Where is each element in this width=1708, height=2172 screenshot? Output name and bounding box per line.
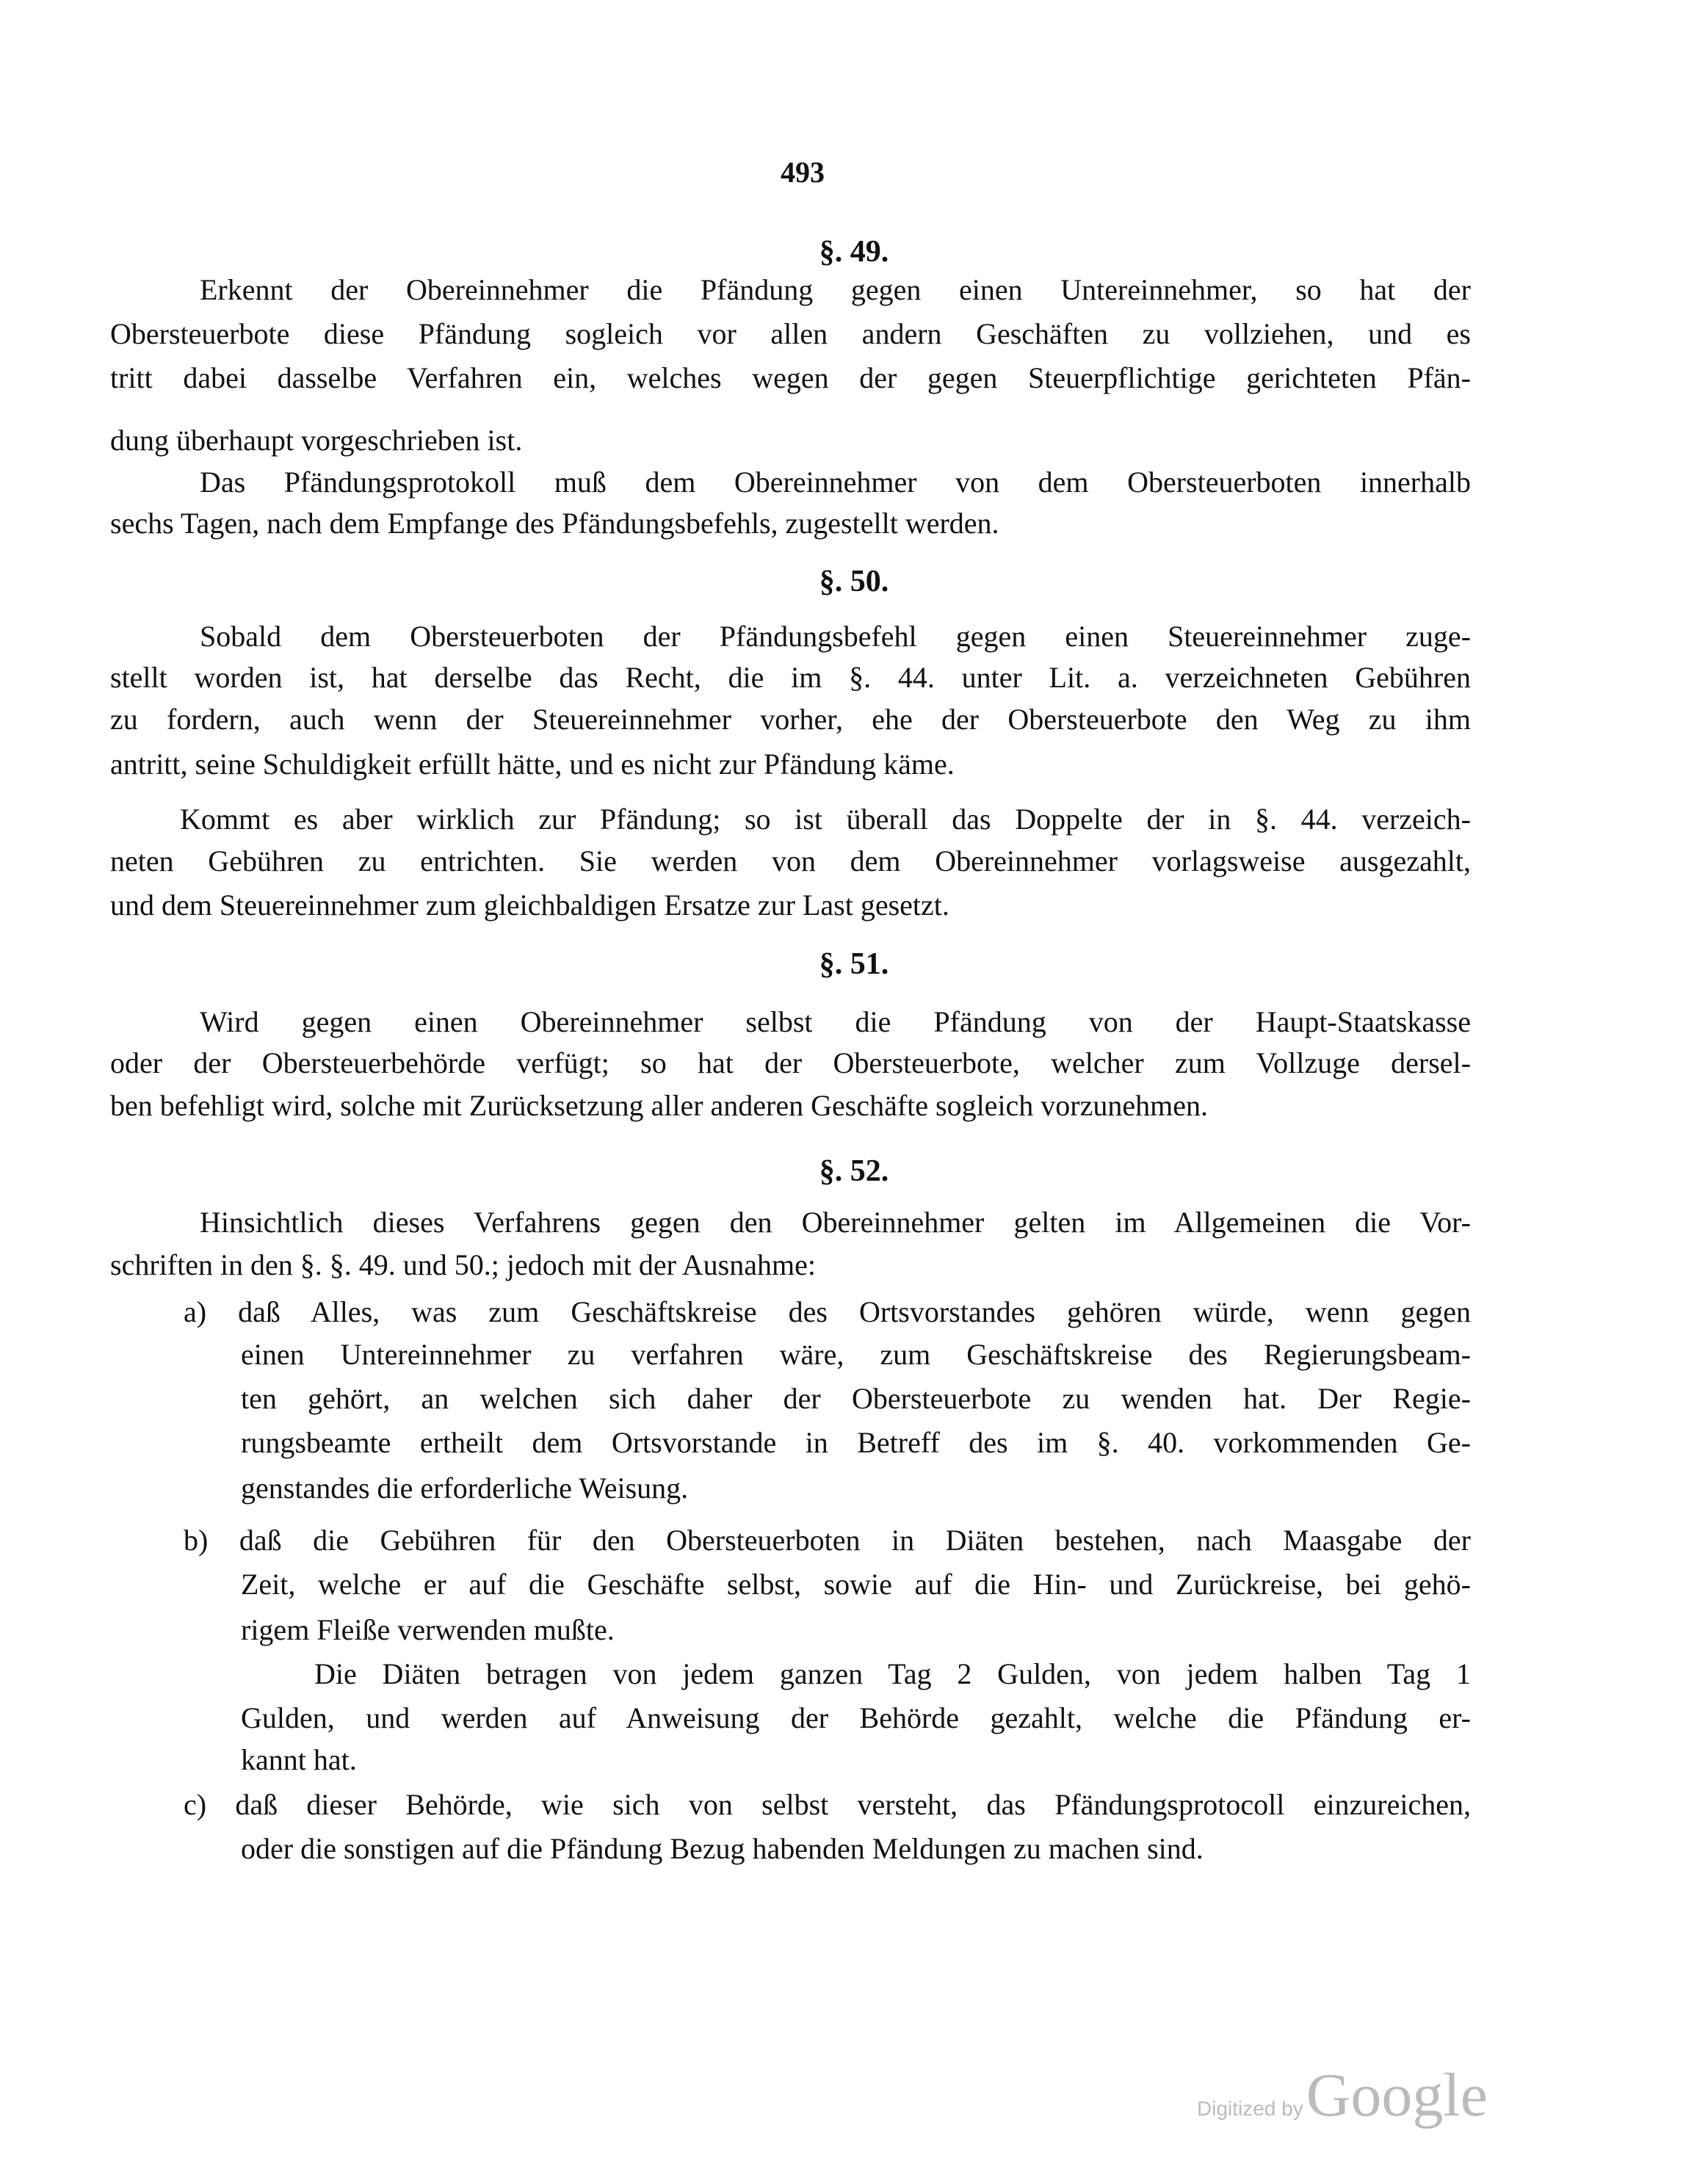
text-line: zu fordern, auch wenn der Steuereinnehmer vorher, ehe der Obersteuerbote den Weg zu ihm [110, 703, 1471, 736]
text-line: oder die sonstigen auf die Pfändung Bezug habenden Meldungen zu machen sind. [241, 1832, 1204, 1865]
page-number: 493 [781, 156, 825, 189]
section-heading-49: §. 49. [819, 235, 889, 269]
text-line: sechs Tagen, nach dem Empfange des Pfändungsbefehls, zugestellt werden. [110, 507, 999, 540]
text-line: tritt dabei dasselbe Verfahren ein, welches wegen der gegen Steuerpflichtige gerichteten Pfän- [110, 361, 1471, 394]
text-line: Das Pfändungsprotokoll muß dem Obereinnehmer von dem Obersteuerboten innerhalb [200, 466, 1471, 499]
text-line: Gulden, und werden auf Anweisung der Behörde gezahlt, welche die Pfändung er- [241, 1701, 1471, 1734]
text-line: Wird gegen einen Obereinnehmer selbst die Pfändung von der Haupt-Staatskasse [200, 1005, 1471, 1038]
text-line: schriften in den §. §. 49. und 50.; jedoch mit der Ausnahme: [110, 1248, 816, 1281]
google-watermark [1197, 2060, 1488, 2131]
text-line: ten gehört, an welchen sich daher der Obersteuerbote zu wenden hat. Der Regie- [241, 1382, 1471, 1415]
text-line: Erkennt der Obereinnehmer die Pfändung gegen einen Untereinnehmer, so hat der [200, 273, 1471, 306]
text-line: Hinsichtlich dieses Verfahrens gegen den Obereinnehmer gelten im Allgemeinen die Vor- [200, 1206, 1471, 1239]
text-line: Obersteuerbote diese Pfändung sogleich vor allen andern Geschäften zu vollziehen, und es [110, 317, 1471, 350]
list-item-a: a) daß Alles, was zum Geschäftskreise des Ortsvorstandes gehören würde, wenn gegen [184, 1295, 1471, 1328]
text-line: oder der Obersteuerbehörde verfügt; so hat der Obersteuerbote, welcher zum Vollzuge dersel- [110, 1046, 1471, 1079]
text-line: kannt hat. [241, 1743, 357, 1776]
text-line: stellt worden ist, hat derselbe das Recht, die im §. 44. unter Lit. a. verzeichneten Gebühren [110, 661, 1471, 694]
text-line: dung überhaupt vorgeschrieben ist. [110, 424, 523, 457]
google-logo: Google [1306, 2061, 1488, 2129]
text-line: genstandes die erforderliche Weisung. [241, 1471, 689, 1505]
text-line: Zeit, welche er auf die Geschäfte selbst, sowie auf die Hin- und Zurückreise, bei gehö- [241, 1568, 1471, 1601]
text-line: neten Gebühren zu entrichten. Sie werden von dem Obereinnehmer vorlagsweise ausgezahlt, [110, 844, 1471, 877]
section-heading-52: §. 52. [819, 1154, 889, 1188]
text-line: rungsbeamte ertheilt dem Ortsvorstande in Betreff des im §. 40. vorkommenden Ge- [241, 1426, 1471, 1459]
watermark-prefix: Digitized by [1197, 2097, 1303, 2120]
list-item-c: c) daß dieser Behörde, wie sich von selbst versteht, das Pfändungsprotocoll einzureichen, [184, 1788, 1471, 1821]
list-item-b: b) daß die Gebühren für den Obersteuerboten in Diäten bestehen, nach Maasgabe der [184, 1524, 1471, 1557]
section-heading-50: §. 50. [819, 565, 889, 598]
text-line: Die Diäten betragen von jedem ganzen Tag 2 Gulden, von jedem halben Tag 1 [314, 1657, 1471, 1690]
section-heading-51: §. 51. [819, 947, 889, 981]
text-line: einen Untereinnehmer zu verfahren wäre, zum Geschäftskreise des Regierungsbeam- [241, 1338, 1471, 1371]
text-line: antritt, seine Schuldigkeit erfüllt hätte, und es nicht zur Pfändung käme. [110, 747, 955, 781]
text-line: rigem Fleiße verwenden mußte. [241, 1613, 615, 1646]
text-line: ben befehligt wird, solche mit Zurücksetzung aller anderen Geschäfte sogleich vorzunehmen. [110, 1089, 1208, 1122]
text-line: und dem Steuereinnehmer zum gleichbaldigen Ersatze zur Last gesetzt. [110, 888, 949, 922]
text-line: Kommt es aber wirklich zur Pfändung; so ist überall das Doppelte der in §. 44. verzeich- [180, 803, 1471, 836]
text-line: Sobald dem Obersteuerboten der Pfändungsbefehl gegen einen Steuereinnehmer zuge- [200, 620, 1471, 653]
